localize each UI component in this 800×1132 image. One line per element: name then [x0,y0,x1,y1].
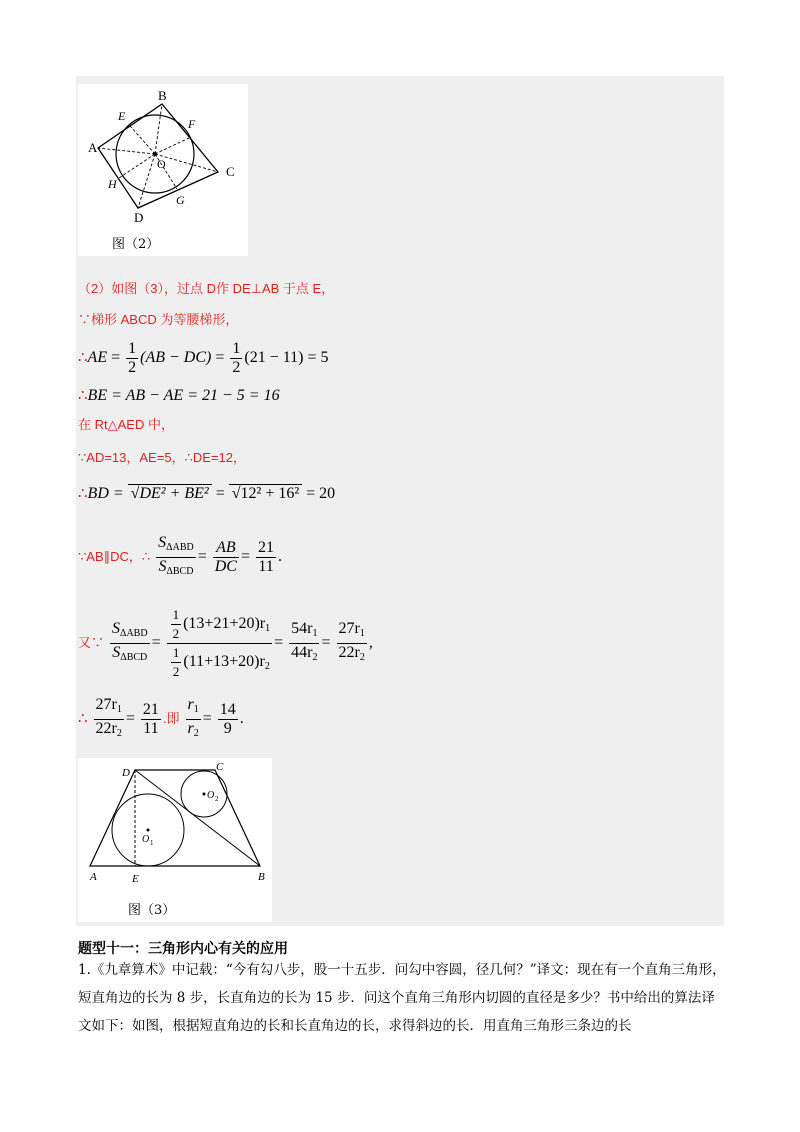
half-den: 2 [128,359,137,376]
fig2-label-b: B [158,88,167,103]
eq-ae [78,340,329,377]
fig2-label-f: F [188,117,196,131]
fig3-label-o1: O [142,834,150,845]
area-ratio-fraction [156,534,196,581]
r1: r [187,696,194,713]
n9: 9 [223,720,232,737]
half-fraction-2 [230,340,242,377]
eq-be [78,386,280,405]
half-fraction [126,340,138,377]
fig3-label-e: E [132,873,139,885]
figure-3-caption: 图（3） [128,903,176,918]
be-expr: BE = AB − AE = 21 − 5 = 16 [87,387,280,404]
fig2-label-o: O [157,157,166,171]
ab-num: AB [216,539,236,556]
ab-dc-fraction [213,539,239,576]
ae-expr-1: (AB − DC) [140,349,212,367]
s-bcd-sub: ΔBCD [166,566,194,577]
section-title: 题型十一：三角形内心有关的应用 [78,941,288,957]
frac1-inner: (13+21+20)r [183,615,266,633]
ae-lhs: AE [87,349,108,367]
step-drop-perpendicular: （2）如图（3），过点 D作 DE⊥AB 于点 E， [78,281,335,296]
step-de-value: ∵AD=13，AE=5，∴DE=12， [78,450,246,465]
s-abd-sub: ΔABD [166,542,194,553]
fig2-label-g: G [176,193,185,207]
r27-2: 27r [95,696,117,713]
bd-rad2-text: 12² + 16² [240,485,300,502]
eq-area-ratio: ∵AB∥DC，∴ $\frac{S_{\Delta ABD}}{S_{\Delta BCD}}$ = $\frac{AB}{DC}$ = $\frac{21}{11}$ . [78,534,282,581]
s-bcd: S [158,558,167,575]
fig2-label-e: E [118,109,126,123]
fig3-label-o1-sub: 1 [150,839,154,847]
bd-rad1-text: DE² + BE² [139,485,209,502]
in-half-num-2: 1 [171,644,182,663]
parallel-prefix: ∵AB∥DC，∴ [78,549,151,565]
s-abd: S [158,534,167,551]
incircle-fraction [167,606,273,681]
frac1-sub: 1 [265,623,271,635]
therefore-symbol-2: ∴ [78,388,88,404]
therefore-symbol: ∴ [78,350,88,367]
bd-radical-2: √12² + 16² [229,484,302,502]
fig3-label-b: B [258,871,265,883]
half-den-2: 2 [232,359,241,376]
half-num-2: 1 [232,340,241,357]
r27-sub: 1 [359,628,365,639]
fig2-label-d: D [134,210,144,225]
eq-bd: ∴BD = √DE² + BE² = √12² + 16² = 20 [78,485,336,502]
r27: 27r [338,620,360,637]
21-11-fraction-2 [141,701,161,738]
figure-3 [78,758,272,922]
in-half-den: 2 [172,626,180,641]
eq-final-ratio: ∴ $\frac{27r_1}{22r_2}$ = $\frac{21}{11}$ .即 $\frac{r_1}{r_2}$ = $\frac{14}{9}$ . [78,696,244,743]
r2-sub: 2 [193,728,199,739]
r54: 54r [291,620,313,637]
also-prefix: 又∵ [78,635,105,651]
fig3-label-c: C [216,761,224,773]
eq-incircle-ratio: 又∵ $\frac{S_{\Delta ABD}}{S_{\Delta BCD}}$ = $\frac{1}{2}$ $(13+21+20)r_1$ $\frac{1}{2}$ $(11+13+20)r_2$ = $\frac{54r_1}{44r_2}$ = $\frac{27r_1}{22r_2}$ , [78,607,373,679]
s-bcd-sub-2: ΔBCD [120,652,148,663]
bd-lhs: BD = [87,485,124,502]
r44: 44r [291,644,313,661]
14-9-fraction [218,701,238,738]
ae-expr-2: (21 − 11) = 5 [244,349,329,367]
n11: 11 [258,558,274,575]
area-ratio-fraction-2 [110,620,150,667]
54-44-fraction [289,620,319,667]
s-abd-2: S [112,620,121,637]
therefore-symbol-3: ∴ [78,486,88,502]
ae-eq-2: = [215,349,225,367]
figure-3-diagram [78,758,272,922]
bd-result: = 20 [306,485,336,502]
in-half-den-2: 2 [172,664,180,679]
dc-den: DC [214,558,237,575]
step-isosceles-trapezoid: ∵梯形 ABCD 为等腰梯形， [78,312,239,327]
r2: r [187,720,194,737]
n11-2: 11 [143,720,159,737]
27-22-fraction [337,620,367,667]
r54-sub: 1 [312,628,318,639]
half-num: 1 [128,340,137,357]
fig2-label-a: A [88,140,98,155]
step-right-triangle: 在 Rt△AED 中， [78,417,174,432]
n21: 21 [258,539,275,556]
r1-sub: 1 [193,704,199,715]
figure-2-diagram [78,84,248,256]
bd-radical-1: √DE² + BE² [128,484,212,502]
ae-eq: = [111,349,121,367]
r22-sub-2: 2 [116,728,122,739]
that-is: .即 [162,711,180,727]
n14: 14 [219,701,236,718]
frac2-sub: 2 [264,661,270,673]
in-half-num: 1 [171,606,182,625]
r1-r2-fraction [186,696,201,743]
r22: 22r [338,644,360,661]
r44-sub: 2 [312,652,318,663]
fig2-label-c: C [226,164,235,179]
r22-sub: 2 [359,652,365,663]
21-11-fraction [256,539,276,576]
r27-sub-2: 1 [116,704,122,715]
fig2-label-h: H [108,177,117,191]
fig3-label-d: D [122,767,130,779]
problem-paragraph: 1.《九章算术》中记载：“今有勾八步，股一十五步．问勾中容圆，径几何？”译文：现在有一个直角三角形，短直角边的长为 8 步，长直角边的长为 15 步．问这个直角三角形内切圆的直径是多少？书中给出的算法译文如下：如图，根据短直角边的长和长直角边的长，求得斜边的长．用直角三角形三条边的长 [78,962,726,1034]
s-abd-sub-2: ΔABD [120,628,148,639]
figure-2-caption: 图（2） [112,237,160,252]
fig3-label-a: A [90,871,97,883]
frac2-inner: (11+13+20)r [183,653,265,671]
figure-2 [78,84,248,256]
therefore-symbol-4: ∴ [78,711,88,728]
27-22-fraction-2 [94,696,124,743]
r22-2: 22r [95,720,117,737]
s-bcd-2: S [112,644,121,661]
n21-2: 21 [142,701,159,718]
fig3-label-o2: O [207,790,215,801]
fig3-label-o2-sub: 2 [215,795,219,803]
